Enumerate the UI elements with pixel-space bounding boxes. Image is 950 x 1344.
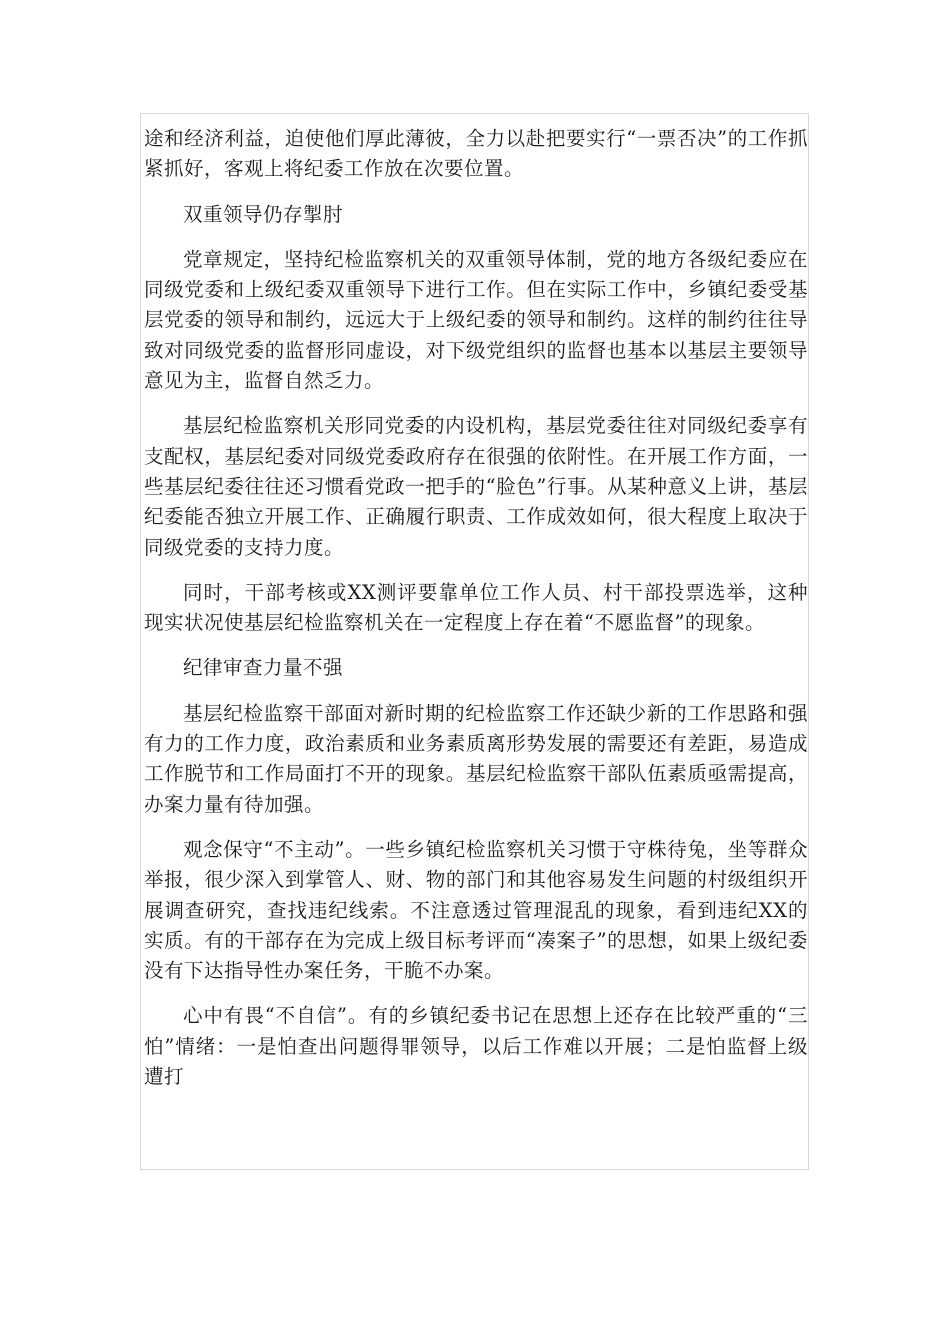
paragraph: 党章规定，坚持纪检监察机关的双重领导体制，党的地方各级纪委应在同级党委和上级纪委双重领导下进行工作。但在实际工作中，乡镇纪委受基层党委的领导和制约，远远大于上级纪委的领导和制约。这样的制约往往导致对同级党委的监督形同虚设，对下级党组织的监督也基本以基层主要领导意见为主，监督自然乏力。 [144, 247, 808, 393]
paragraph: 同时，干部考核或XX测评要靠单位工作人员、村干部投票选举，这种现实状况使基层纪检监察机关在一定程度上存在着“不愿监督”的现象。 [144, 580, 808, 635]
paragraph-truncated: 心中有畏“不自信”。有的乡镇纪委书记在思想上还存在比较严重的“三怕”情绪：一是怕查出问题得罪领导，以后工作难以开展；二是怕监督上级遭打 [144, 1004, 808, 1089]
document-page [140, 113, 809, 1170]
paragraph-continuation: 途和经济利益，迫使他们厚此薄彼，全力以赴把要实行“一票否决”的工作抓紧抓好，客观上将纪委工作放在次要位置。 [144, 127, 808, 181]
paragraph: 基层纪检监察干部面对新时期的纪检监察工作还缺少新的工作思路和强有力的工作力度，政治素质和业务素质离形势发展的需要还有差距，易造成工作脱节和工作局面打不开的现象。基层纪检监察干部队伍素质亟需提高，办案力量有待加强。 [144, 701, 808, 816]
paragraph: 观念保守“不主动”。一些乡镇纪检监察机关习惯于守株待兔，坐等群众举报，很少深入到掌管人、财、物的部门和其他容易发生问题的村级组织开展调查研究，查找违纪线索。不注意透过管理混乱的现象，看到违纪XX的实质。有的干部存在为完成上级目标考评而“凑案子”的思想，如果上级纪委没有下达指导性办案任务，干脆不办案。 [144, 837, 808, 983]
section-heading: 双重领导仍存掣肘 [183, 202, 344, 226]
paragraph: 基层纪检监察机关形同党委的内设机构，基层党委往往对同级纪委享有支配权，基层纪委对同级党委政府存在很强的依附性。在开展工作方面，一些基层纪委往往还习惯看党政一把手的“脸色”行事。从某种意义上讲，基层纪委能否独立开展工作、正确履行职责、工作成效如何，很大程度上取决于同级党委的支持力度。 [144, 414, 808, 559]
document-body [144, 124, 808, 1107]
section-heading: 纪律审查力量不强 [183, 656, 344, 680]
